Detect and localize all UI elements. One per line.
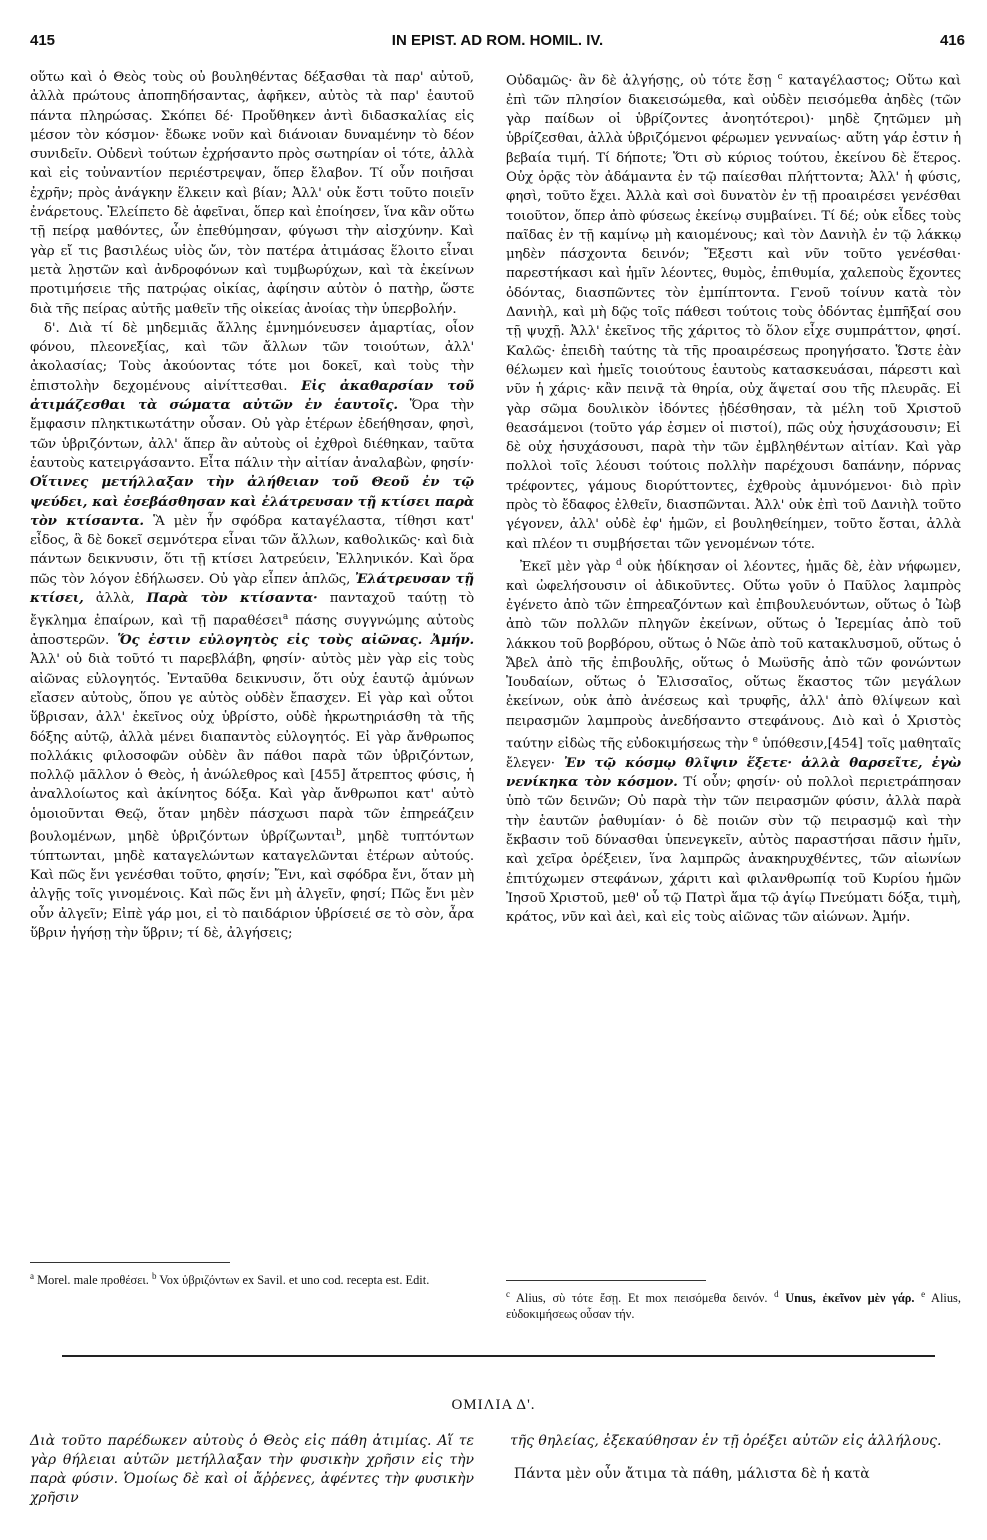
section-divider	[62, 1355, 935, 1357]
right-column	[506, 68, 961, 927]
right-paragraph-2	[506, 554, 961, 928]
homily-scripture-continued: τῆς θηλείας, ἐξεκαύθησαν ἐν τῇ ὀρέξει αὐτῶν εἰς ἀλλήλους.	[510, 1433, 942, 1449]
footnote-marker: a	[30, 1271, 34, 1281]
text-run: ὑπόθεσιν,	[762, 736, 828, 752]
page-number-right: 416	[939, 32, 965, 49]
footnote-c: Alius, σὺ τότε ἔσῃ. Et mox πεισόμεθα δεινόν.	[515, 1291, 768, 1306]
text-run: , μηδὲ τυπτόντων τύπτωνται, μηδὲ καταγελώντων καταγελῶνται ἑτέρων αὐτούς. Καὶ πῶς ἔνι γενέσθαι τοῦτο, φησίν; Ἔνι, καὶ σφόδρα ἔνι, ὅταν μὴ ἀλγῇς τοῖς γινομένοις. Καὶ πῶς ἔνι μὴ ἀλγεῖν, φησί; Πῶς ἔνι μὲν οὖν ἀλγεῖν; Εἰπὲ γάρ μοι, εἰ τὸ παιδάριον ὑβρίσειέ σε τὸ σὸν, ἆρα ὕβριν ἡγήσῃ τὴν ὕβριν; τί δὲ, ἀλγήσεις;	[30, 829, 474, 941]
scripture-quote: Παρὰ τὸν κτίσαντα·	[146, 590, 318, 607]
scripture-quote: Εἰς ἀκαθαρσίαν τοῦ ἀτιμάζεσθαι τὰ σώματα αὐτῶν ἐν ἑαυτοῖς.	[30, 377, 475, 414]
footnote-a: Morel. male προθέσει.	[37, 1273, 149, 1288]
scripture-quote: Ἐν τῷ κόσμῳ θλῖψιν ἕξετε· ἀλλὰ θαρσεῖτε, ἐγὼ νενίκηκα τὸν κόσμον.	[506, 754, 962, 791]
footnote-marker: a	[282, 612, 289, 623]
footnote-marker: d	[774, 1289, 779, 1299]
footnote-rule	[506, 1280, 706, 1281]
text-run: οὐκ ἠδίκησαν οἱ λέοντες, ἡμᾶς δὲ, ἐὰν νήφωμεν, καὶ ὠφελήσουσιν οἱ ἀδικοῦντες. Οὕτω γοῦν ὁ Παῦλος λαμπρὸς ἐγένετο ἀπὸ τῶν ἐπηρεαζόντων καὶ ἐπιβουλευόντων, οὕτως ὁ Ἰὼβ ἀπὸ τῶν πολλῶν πληγῶν ἐκείνων, οὕτως ὁ Ἱερεμίας ἀπὸ τοῦ λάκκου τοῦ βορβόρου, οὕτως ὁ Νῶε ἀπὸ τοῦ κατακλυσμοῦ, οὕτως ὁ Ἄβελ ἀπὸ τῆς ἐπιβουλῆς, οὕτως ὁ Μωϋσῆς ἀπὸ τῶν φονώντων Ἰουδαίων, οὕτως ὁ Ἐλισσαῖος, οὕτως ἕκαστος τῶν μεγάλων ἐκείνων, οὐκ ἀπὸ ἀνέσεως καὶ τρυφῆς, ἀλλ' ἀπὸ θλίψεων καὶ πειρασμῶν λαμπροὺς ἀνεδήσαντο στεφάνους. Διὸ καὶ ὁ Χριστὸς ταύτην εἰδὼς τῆς εὐδοκιμήσεως τὴν	[506, 559, 961, 752]
homily-title: ΟΜΙΛΙΑ Δ'.	[451, 1397, 536, 1413]
running-title: IN EPIST. AD ROM. HOMIL. IV.	[391, 32, 604, 49]
scripture-quote: Ἐλάτρευσαν τῇ κτίσει,	[30, 570, 474, 607]
homily-text-right	[506, 1432, 961, 1484]
text-run: πάσης συγγνώμης αὐτοὺς ἀποστερῶν.	[30, 613, 474, 649]
text-run: Τί οὖν; φησίν· οὐ πολλοὶ περιετράπησαν ὑπὸ τῶν δεινῶν; Οὐ παρὰ τὴν τῶν πειρασμῶν φύσιν, ἀλλὰ παρὰ τὴν ἑαυτῶν ῥαθυμίαν· ὁ δὲ ποιῶν σὺν τῷ πειρασμῷ καὶ τὴν ἔκβασιν τοῦ δύνασθαι ὑπενεγκεῖν, αὐτὸς παραστήσαι πᾶσιν ἡμῖν, καὶ χεῖρα ὀρέξειεν, ἵνα λαμπρῶς ἀνακηρυχθέντες, τῶν αἰωνίων ἐπιτύχωμεν στεφάνων, χάριτι καὶ φιλανθρωπίᾳ τοῦ Κυρίου ἡμῶν Ἰησοῦ Χριστοῦ, μεθ' οὗ τῷ Πατρὶ ἅμα τῷ ἁγίῳ Πνεύματι δόξα, τιμὴ, κράτος, νῦν καὶ ἀεὶ, καὶ εἰς τοὺς αἰῶνας τῶν αἰώνων. Ἀμήν.	[506, 775, 961, 926]
footnote-rule	[30, 1262, 230, 1263]
left-paragraph-1: οὕτω καὶ ὁ Θεὸς τοὺς οὐ βουληθέντας δέξασθαι τὰ παρ' αὐτοῦ, ἀλλὰ πρώτους ἀποπηδήσαντας, ἀφῆκεν, αὐτὸς τὰ παρ' ἑαυτοῦ πάντα πληρώσας. Σκόπει δέ· Προὔθηκεν ἀντὶ διδασκαλίας εἰς μέσον τὸν κόσμον· ἔδωκε νοῦν καὶ διάνοιαν δυναμένην τὸ δέον συνιδεῖν. Οὐδενὶ τούτων ἐχρήσαντο πρὸς σωτηρίαν οἱ τότε, ἀλλὰ καὶ εἰς τοὐναντίον περιέστρεψαν, ὅπερ ἔλαβον. Τί οὖν ποιῆσαι ἐχρῆν; πρὸς ἀνάγκην ἕλκειν καὶ βίαν; Ἀλλ' οὐκ ἔστι τοῦτο ποιεῖν ἐνάρετους. Ἐλείπετο δὲ ἀφεῖναι, ὅπερ καὶ ἐποίησεν, ἵνα κἂν οὕτω τῇ πείρᾳ μαθόντες, ὧν ἐπεθύμησαν, φύγωσι τὴν αἰσχύνην. Καὶ γὰρ εἴ τις βασιλέως υἱὸς ὤν, τὸν πατέρα ἀτιμάσας ἕλοιτο εἶναι μετὰ λῃστῶν καὶ ἀνδροφόνων καὶ τυμβωρύχων, καὶ τὰ ἐκείνων προτιμήσειε τῆς πατρῴας οἰκίας, ἀφίησιν αὐτὸν ὁ πατὴρ, ὥστε διὰ τῆς πείρας αὐτῆς μαθεῖν τῆς οἰκείας ἀνοίας τὴν ὑπερβολήν.	[30, 70, 474, 317]
text-run: τοῖς μαθηταῖς ἔλεγεν·	[506, 736, 961, 771]
scripture-quote: Οἵτινες μετήλλαξαν τὴν ἀλήθειαν τοῦ Θεοῦ ἐν τῷ ψεύδει, καὶ ἐσεβάσθησαν καὶ ἐλάτρευσαν τῇ κτίσει παρὰ τὸν κτίσαντα.	[30, 474, 474, 529]
footnote-marker: e	[921, 1289, 926, 1299]
footnote-b: Vox ὑβριζόντων ex Savil. et uno cod. recepta est. Edit.	[159, 1273, 430, 1288]
right-footnotes	[506, 1286, 961, 1322]
text-run: πανταχοῦ ταύτῃ τὸ ἔγκλημα ἐπαίρων, καὶ τῇ παραθέσει	[30, 591, 474, 629]
text-run: ἄτρεπτος φύσις, ἡ ἀναλλοίωτος καὶ ἀκίνητος δόξα. Καὶ γὰρ ἄνθρωποι κατ' αὐτὸ ὁμοιοῦνται Θεῷ, ὅταν μηδὲν πάσχωσι παρὰ τῶν ἐπηρεάζειν βουλομένων, μηδὲ ὑβριζόντων ὑβρίζωνται	[30, 768, 474, 845]
footnote-e: Alius, εὐδοκιμήσεως οὖσαν τήν.	[506, 1291, 961, 1322]
footnote-d: Unus, ἐκεῖνον μὲν γάρ.	[785, 1291, 915, 1306]
text-run: ἀλλὰ,	[95, 591, 135, 607]
left-footnotes	[30, 1268, 474, 1288]
text-run: καταγέλαστος; Οὕτω καὶ ἐπὶ τῶν πλησίον διακεισώμεθα, καὶ οὐδὲν πεισόμεθα ἀηδὲς (τῶν γὰρ παίδων οἱ ὑβρίζοντες ἀνοητότεροι)· μηδὲ ζητῶμεν μὴ ὑβρίζεσθαι, ἀλλὰ ὑβριζόμενοι φέρωμεν γενναίως· αὕτη γάρ ἐστιν ἡ βεβαία τιμή. Τί δήποτε; Ὅτι σὺ κύριος τούτου, ἐκείνου δὲ ἕτερος. Οὐχ ὁρᾷς τὸν ἀδάμαντα ἐν τῷ παίεσθαι πλήττοντα; Ἀλλ' ἡ φύσις, φησὶ, τοῦτο ἔχει. Ἀλλὰ καὶ σοὶ δυνατὸν ἐν τῇ προαιρέσει γενέσθαι τοιοῦτον, ὅπερ ἀπὸ φύσεως ἐκείνῳ συμβαίνει. Τί δέ; οὐκ εἶδες τοὺς παῖδας ἐν τῇ καμίνῳ μὴ καιομένους; καὶ τὸν Δανιὴλ ἐν τῷ λάκκῳ μηδὲν πάσχοντα δεινόν; Ἔξεστι καὶ νῦν τοῦτο γενέσθαι· παρεστήκασι καὶ ἡμῖν λέοντες, θυμὸς, ἐπιθυμία, χαλεποὺς ἔχοντες ὀδόντας, διασπῶντες τὸν ἐμπίπτοντα. Γενοῦ τοίνυν κατὰ τὸν Δανιὴλ, καὶ μὴ δῷς τοῖς πάθεσι τούτοις τοὺς ὀδόντας ἐμπῆξαί σου τῇ ψυχῇ. Ἀλλ' ἐκεῖνος τῆς χάριτος τὸ ὅλον εἶχε συμπράττον, φησί. Καλῶς· ἐπειδὴ ταύτης τὰ τῆς προαιρέσεως προηγήσατο. Ὥστε ἐὰν θέλωμεν καὶ ἡμεῖς τοιούτους ἑαυτοὺς κατασκευάσαι, πάρεστι καὶ νῦν ἡ χάρις· κἂν πεινᾷ τὰ θηρία, οὐχ ἅψεταί σου τῆς πλευρᾶς. Εἰ γὰρ σῶμα δουλικὸν ἰδόντες ᾐδέσθησαν, τὰ μέλη τοῦ Χριστοῦ θεασάμενοι (τοῦτο γάρ ἐσμεν οἱ πιστοί), πῶς οὐχ ἡσυχάσουσιν; Εἰ δὲ οὐχ ἡσυχάσουσι, παρὰ τὴν τῶν ἐμβληθέντων αἰτίαν. Καὶ γὰρ πολλοὶ τοῖς λέουσι τούτοις πολλὴν παρέχουσι δαπάνην, πόρνας τρέφοντες, γάμους διορύττοντες, ἐχθροὺς ἀμυνόμενοι· διὸ πρὶν πρὸς τὸ ἔδαφος ἐλθεῖν, διασπῶνται. Ἀλλ' οὐκ ἐπὶ τοῦ Δανιὴλ τοῦτο γέγονεν, ἀλλ' οὐδὲ ἐφ' ἡμῶν, εἰ βουληθείημεν, τοῦτο ἔσται, ἀλλὰ καὶ πλέον τι συμβήσεται τῶν γενομένων τότε.	[506, 73, 962, 552]
footnote-marker: b	[336, 828, 342, 839]
page-number-left: 415	[30, 32, 56, 49]
page-reference: [455]	[310, 768, 346, 784]
homily-paragraph-start: Πάντα μὲν οὖν ἄτιμα τὰ πάθη, μάλιστα δὲ ἡ κατὰ	[514, 1466, 870, 1482]
footnote-marker: e	[752, 735, 758, 746]
left-paragraph-2	[30, 319, 474, 943]
text-run: Ἐκεῖ μὲν γὰρ	[520, 559, 611, 575]
text-run: δ'. Διὰ τί δὲ μηδεμιᾶς ἄλλης ἐμνημόνευσεν ἁμαρτίας, οἷον φόνου, πλεονεξίας, καὶ τῶν ἄλλων τῶν τοιούτων, ἀλλ' ἀκολασίας; Τοὺς ἀκούοντας τότε μοι δοκεῖ, καὶ τοὺς τὴν ἐπιστολὴν δεχομένους αἰνίττεσθαι.	[30, 320, 474, 394]
homily-scripture: Διὰ τοῦτο παρέδωκεν αὐτοὺς ὁ Θεὸς εἰς πάθη ἀτιμίας. Αἵ τε γὰρ θήλειαι αὐτῶν μετήλλαξαν τὴν φυσικὴν χρῆσιν εἰς τὴν παρὰ φύσιν. Ὁμοίως δὲ καὶ οἱ ἄῤῥενες, ἀφέντες τὴν φυσικὴν χρῆσιν	[30, 1433, 474, 1506]
scripture-quote: Ὅς ἐστιν εὐλογητὸς εἰς τοὺς αἰῶνας. Ἀμήν.	[117, 632, 474, 649]
text-run: Ἃ μὲν ἦν σφόδρα καταγέλαστα, τίθησι κατ' εἶδος, ἃ δὲ δοκεῖ σεμνότερα εἶναι τῶν ἄλλων, καθολικῶς· καὶ διὰ πάντων δεικνυσιν, ὅτι τῇ κτίσει λατρεύειν, Ἑλληνικόν. Καὶ ὅρα πῶς τὸν λόγον ἐδήλωσεν. Οὐ γὰρ εἶπεν ἁπλῶς,	[30, 513, 475, 587]
footnote-marker: c	[506, 1289, 510, 1299]
page-reference: [454]	[827, 736, 863, 752]
right-paragraph-1	[506, 68, 961, 554]
footnote-marker: b	[151, 1271, 157, 1281]
text-run: Οὐδαμῶς· ἂν δὲ ἀλγήσῃς, οὐ τότε ἔσῃ	[506, 73, 772, 89]
running-header	[30, 32, 965, 58]
homily-text-left	[30, 1432, 474, 1508]
footnote-marker: d	[615, 557, 622, 568]
text-run: Ἀλλ' οὐ διὰ τοῦτό τι παρεβλάβη, φησίν· αὐτὸς μὲν γὰρ εἰς τοὺς αἰῶνας εὐλογητός. Ἐνταῦθα δεικνυσιν, ὅτι οὐχ ἑαυτῷ ἀμύνων εἴασεν αὐτοὺς, ὅπου γε αὐτὸς οὐδὲν ἔπασχεν. Εἰ γὰρ καὶ οὗτοι ὕβρισαν, ἀλλ' ἐκεῖνος οὐχ ὑβρίστο, οὐδὲ ἠκρωτηριάσθη τὰ τῆς δόξης αὐτῷ, ἀλλὰ μένει διαπαντὸς εὐλογητός. Εἰ γὰρ ἄνθρωπος πολλάκις φιλοσοφῶν οὐδὲν ἂν πάθοι παρὰ τῶν ὑβριζόντων, πολλῷ μᾶλλον ὁ Θεὸς, ἡ ἀνώλεθρος καὶ	[30, 652, 474, 784]
text-run: Ὅρα τὴν ἔμφασιν πληκτικωτάτην οὖσαν. Οὐ γὰρ ἑτέρων ἐδεήθησαν, φησὶ, τῶν ὑβριζόντων, ἀλλ' ἅπερ ἂν αὐτοὺς οἱ ἐχθροὶ διέθηκαν, ταῦτα ἑαυτοὺς κατειργάσαντο. Εἶτα πάλιν τὴν αἰτίαν ἀναλαβὼν, φησίν·	[30, 398, 474, 471]
left-column	[30, 68, 474, 943]
footnote-marker: c	[777, 72, 783, 82]
